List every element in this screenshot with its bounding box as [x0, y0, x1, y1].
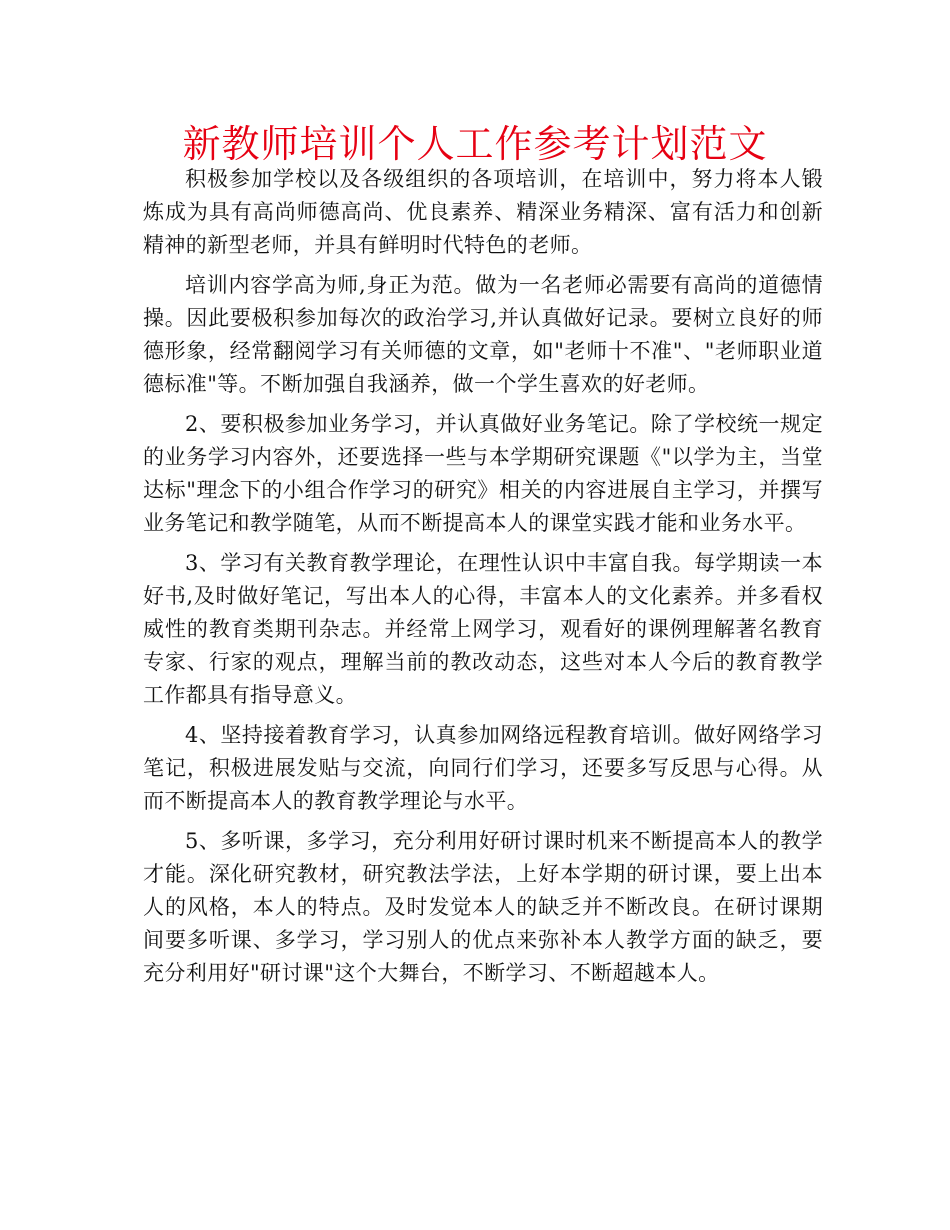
paragraph-item-3: 3、学习有关教育教学理论，在理性认识中丰富自我。每学期读一本好书,及时做好笔记，写出本人的心得，丰富本人的文化素养。并多看权威性的教育类期刊杂志。并经常上网学习，观看好的课例理解著名教育专家、行家的观点，理解当前的教改动态，这些对本人今后的教育教学工作都具有指导意义。: [143, 551, 823, 707]
paragraph-training-content: 培训内容学高为师,身正为范。做为一名老师必需要有高尚的道德情操。因此要极积参加每次的政治学习,并认真做好记录。要树立良好的师德形象，经常翻阅学习有关师德的文章，如"老师十不准"、"老师职业道德标准"等。不断加强自我涵养，做一个学生喜欢的好老师。: [143, 273, 823, 396]
paragraph-item-4: 4、坚持接着教育学习，认真参加网络远程教育培训。做好网络学习笔记，积极进展发贴与交流，向同行们学习，还要多写反思与心得。从而不断提高本人的教育教学理论与水平。: [143, 723, 823, 813]
paragraph-item-2: 2、要积极参加业务学习，并认真做好业务笔记。除了学校统一规定的业务学习内容外，还要选择一些与本学期研究课题《"以学为主，当堂达标"理念下的小组合作学习的研究》相关的内容进展自主学习，并撰写业务笔记和教学随笔，从而不断提高本人的课堂实践才能和业务水平。: [143, 412, 823, 535]
document-body: [143, 163, 823, 997]
paragraph-intro: 积极参加学校以及各级组织的各项培训，在培训中，努力将本人锻炼成为具有高尚师德高尚、优良素养、精深业务精深、富有活力和创新精神的新型老师，并具有鲜明时代特色的老师。: [143, 167, 823, 257]
document-title: 新教师培训个人工作参考计划范文: [182, 122, 768, 166]
paragraph-item-5: 5、多听课，多学习，充分利用好研讨课时机来不断提高本人的教学才能。深化研究教材，研究教法学法，上好本学期的研讨课，要上出本人的风格，本人的特点。及时发觉本人的缺乏并不断改良。在研讨课期间要多听课、多学习，学习别人的优点来弥补本人教学方面的缺乏，要充分利用好"研讨课"这个大舞台，不断学习、不断超越本人。: [143, 829, 823, 985]
